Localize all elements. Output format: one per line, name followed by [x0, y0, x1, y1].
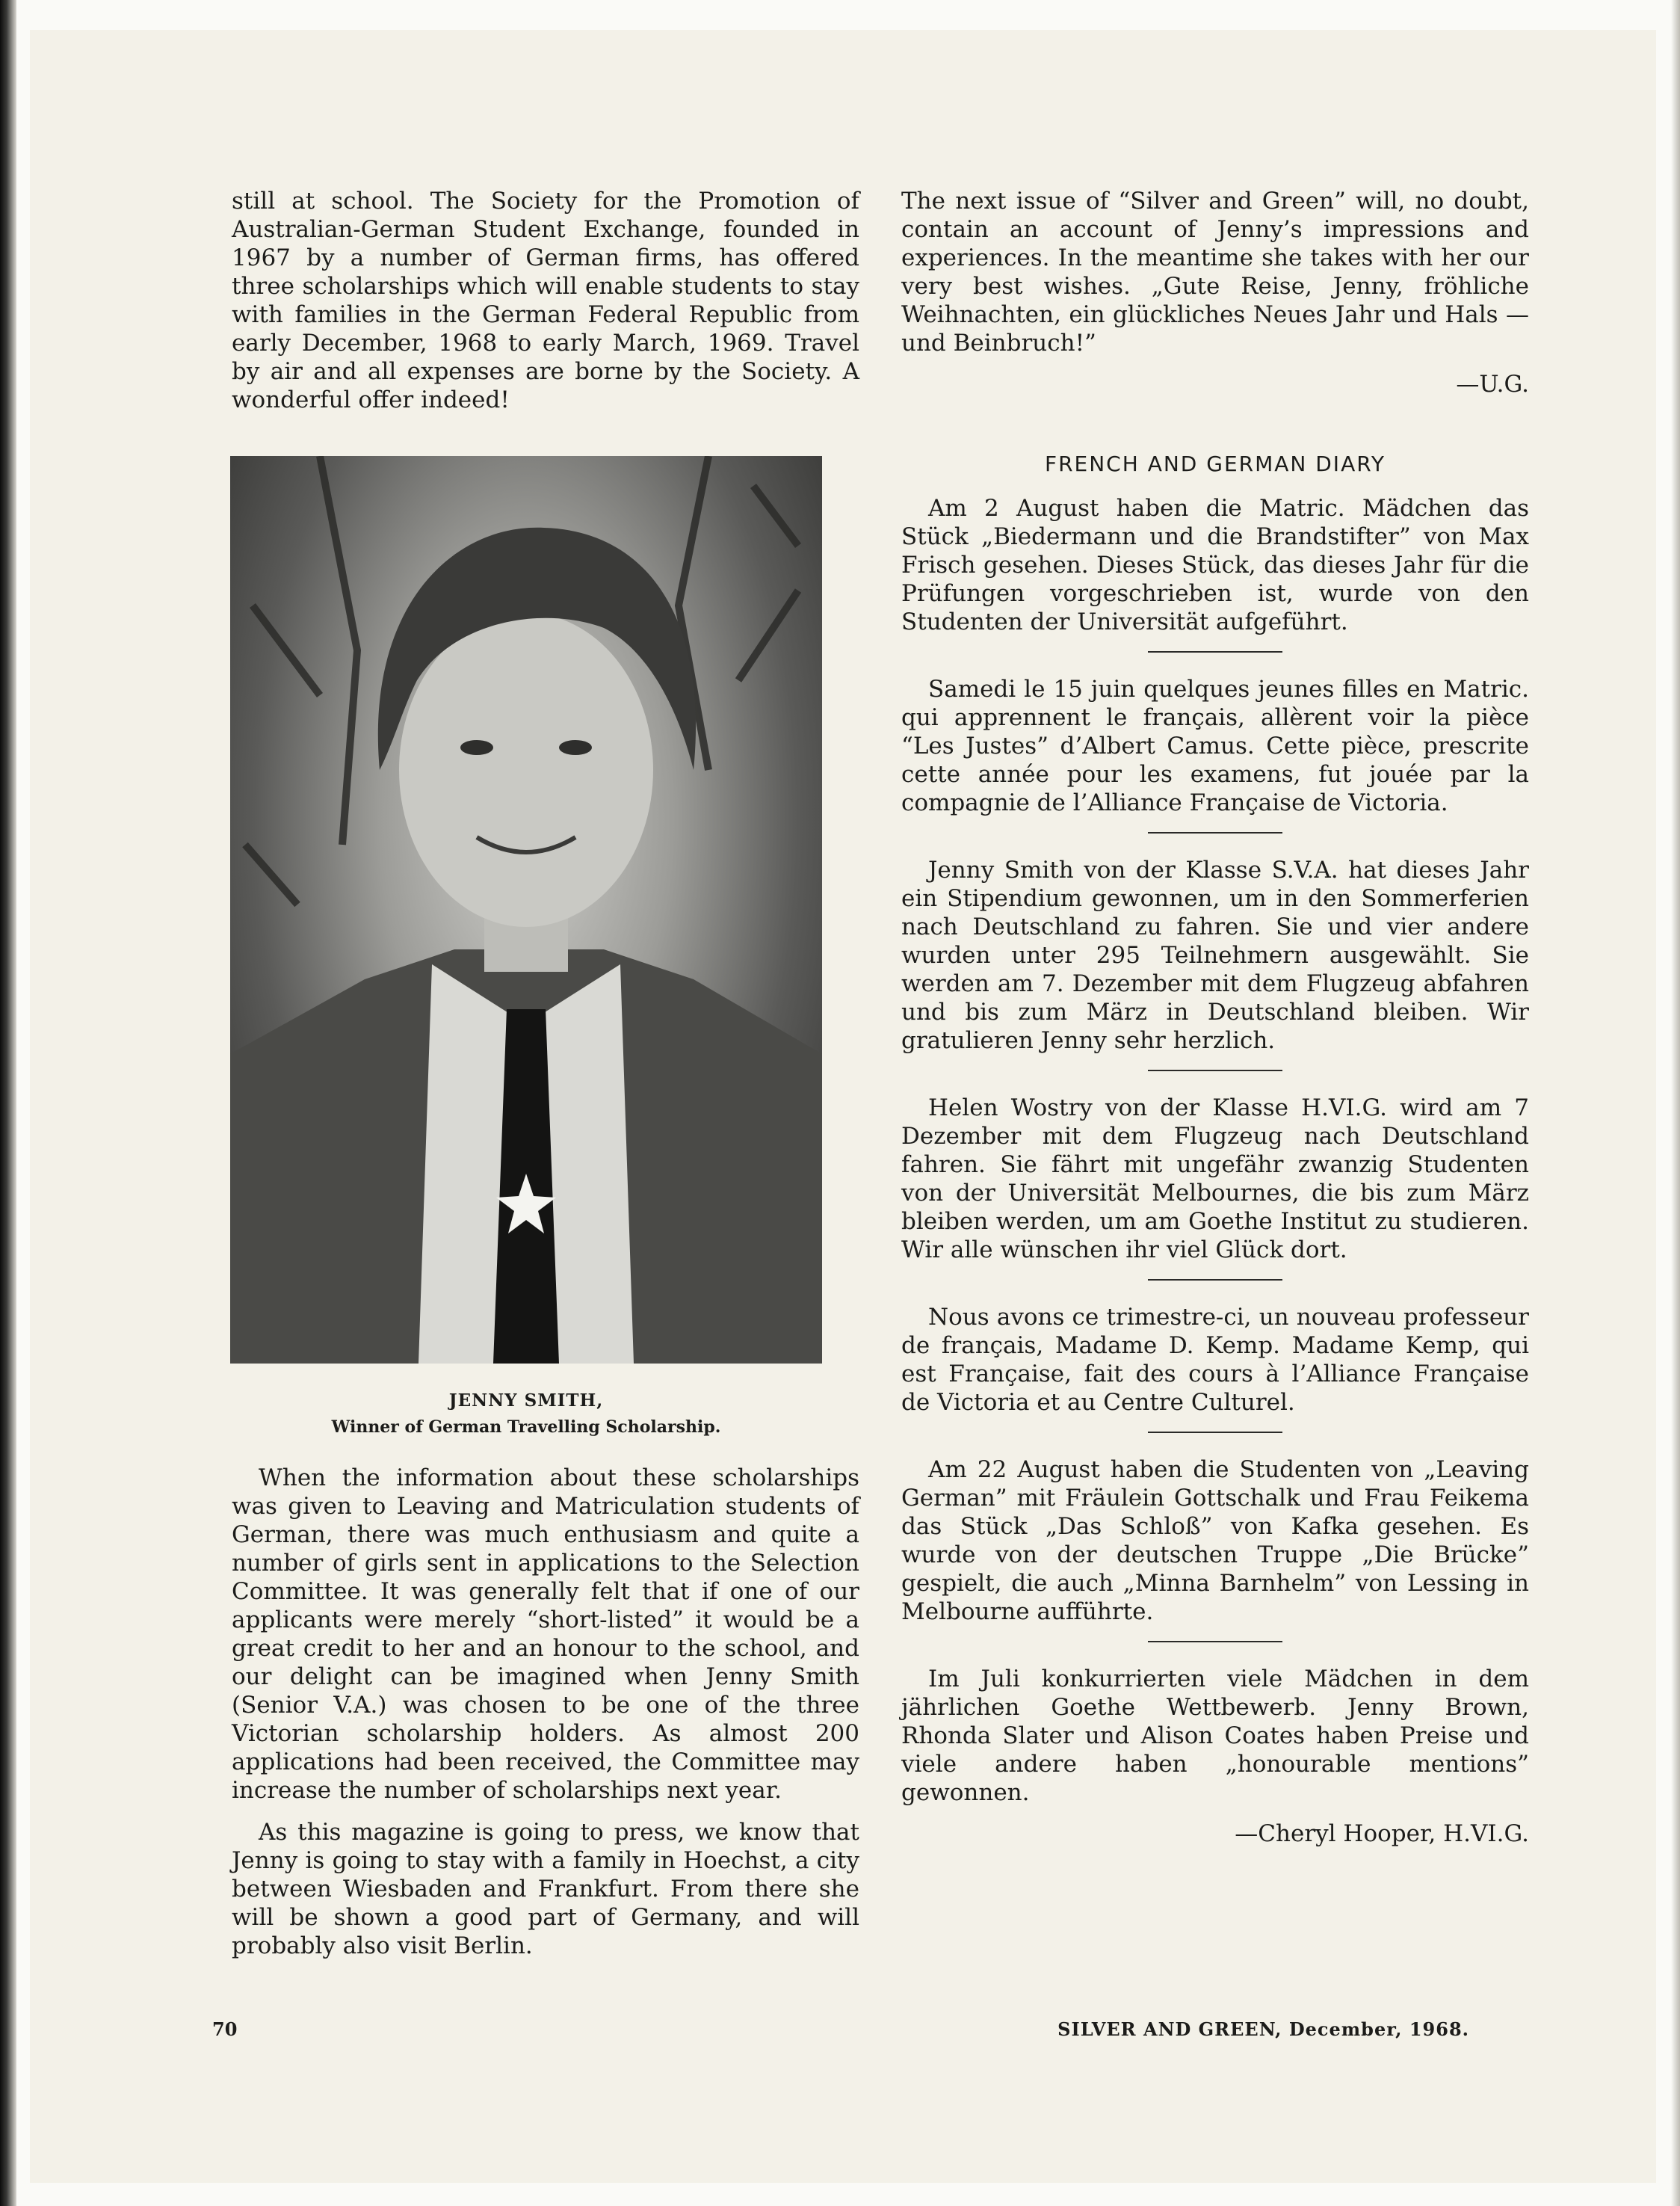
- diary-entry-7: Im Juli konkurrierten viele Mädchen in dem jährlichen Goethe Wettbewerb. Jenny Brown, Rhonda Slater und Alison Coates haben Preise und viele andere haben „honourable mentions” gewonnen.: [901, 1666, 1529, 1806]
- signature-cheryl-hooper: —Cheryl Hooper, H.VI.G.: [1235, 1820, 1529, 1847]
- photo-caption-subtitle: Winner of German Travelling Scholarship.: [331, 1417, 721, 1437]
- divider: [1148, 1432, 1282, 1433]
- divider: [1148, 832, 1282, 834]
- binding-shadow: [0, 0, 16, 2206]
- magazine-page: [30, 30, 1656, 2183]
- diary-entry-5: Nous avons ce trimestre-ci, un nouveau professeur de français, Madame D. Kemp. Madame Kemp, qui est Française, fait des cours à l’Alliance Française de Victoria et au Centre Culturel.: [901, 1304, 1529, 1416]
- left-paragraph-3: As this magazine is going to press, we know that Jenny is going to stay with a family in Hoechst, a city between Wiesbaden and Frankfurt. From there she will be shown a good part of Germany, and will probably also visit Berlin.: [232, 1819, 859, 1959]
- publication-footer: SILVER AND GREEN, December, 1968.: [1057, 2018, 1469, 2040]
- section-heading: FRENCH AND GERMAN DIARY: [1044, 452, 1386, 476]
- right-paragraph-1: The next issue of “Silver and Green” will, no doubt, contain an account of Jenny’s impressions and experiences. In the meantime she takes with her our very best wishes. „Gute Reise, Jenny, fröhliche Weihnachten, ein glückliches Neues Jahr und Hals — und Beinbruch!”: [901, 188, 1529, 357]
- portrait-photo: [230, 456, 822, 1364]
- left-column: [232, 187, 859, 428]
- divider: [1148, 651, 1282, 653]
- divider: [1148, 1279, 1282, 1281]
- page-edge: [1671, 0, 1680, 2206]
- diary-entry-3: Jenny Smith von der Klasse S.V.A. hat dieses Jahr ein Stipendium gewonnen, um in den Sommerferien nach Deutschland zu fahren. Sie und vier andere wurden unter 295 Teilnehmern ausgewählt. Sie werden am 7. Dezember mit dem Flugzeug abfahren und bis zum März in Deutschland bleiben. Wir gratulieren Jenny sehr herzlich.: [901, 857, 1529, 1054]
- diary-entry-2: Samedi le 15 juin quelques jeunes filles en Matric. qui apprennent le français, allèrent voir la pièce “Les Justes” d’Albert Camus. Cette pièce, prescrite cette année pour les examens, fut jouée par la compagnie de l’Alliance Française de Victoria.: [901, 676, 1529, 816]
- page-number: 70: [212, 2018, 238, 2040]
- signature-ug: —U.G.: [1456, 371, 1529, 398]
- left-column-lower: [232, 1464, 859, 1974]
- diary-entry-6: Am 22 August haben die Studenten von „Leaving German” mit Fräulein Gottschalk und Frau Feikema das Stück „Das Schloß” von Kafka gesehen. Es wurde von der deutschen Truppe „Die Brücke” gespielt, die auch „Minna Barnhelm” von Lessing in Melbourne aufführte.: [901, 1456, 1529, 1625]
- left-paragraph-2: When the information about these scholarships was given to Leaving and Matriculation students of German, there was much enthusiasm and quite a number of girls sent in applications to the Selection Committee. It was generally felt that if one of our applicants were merely “short-listed” it would be a great credit to her and an honour to the school, and our delight can be imagined when Jenny Smith (Senior V.A.) was chosen to be one of the three Victorian scholarship holders. As almost 200 applications had been received, the Committee may increase the number of scholarships next year.: [232, 1464, 859, 1804]
- divider: [1148, 1641, 1282, 1642]
- diary-entry-1: Am 2 August haben die Matric. Mädchen das Stück „Biedermann und die Brandstifter” von Max Frisch gesehen. Dieses Stück, das dieses Jahr für die Prüfungen vorgeschrieben ist, wurde von den Studenten der Universität aufgeführt.: [901, 495, 1529, 635]
- left-paragraph-1: still at school. The Society for the Promotion of Australian-German Student Exchange, founded in 1967 by a number of German firms, has offered three scholarships which will enable students to stay with families in the German Federal Republic from early December, 1968 to early March, 1969. Travel by air and all expenses are borne by the Society. A wonderful offer indeed!: [232, 188, 859, 413]
- right-column: [901, 187, 1529, 1861]
- diary-entry-4: Helen Wostry von der Klasse H.VI.G. wird am 7 Dezember mit dem Flugzeug nach Deutschland fahren. Sie fährt mit ungefähr zwanzig Studenten von der Universität Melbournes, die bis zum März bleiben werden, um am Goethe Institut zu studieren. Wir alle wünschen ihr viel Glück dort.: [901, 1094, 1529, 1263]
- divider: [1148, 1070, 1282, 1071]
- photo-caption-name: JENNY SMITH,: [448, 1390, 604, 1411]
